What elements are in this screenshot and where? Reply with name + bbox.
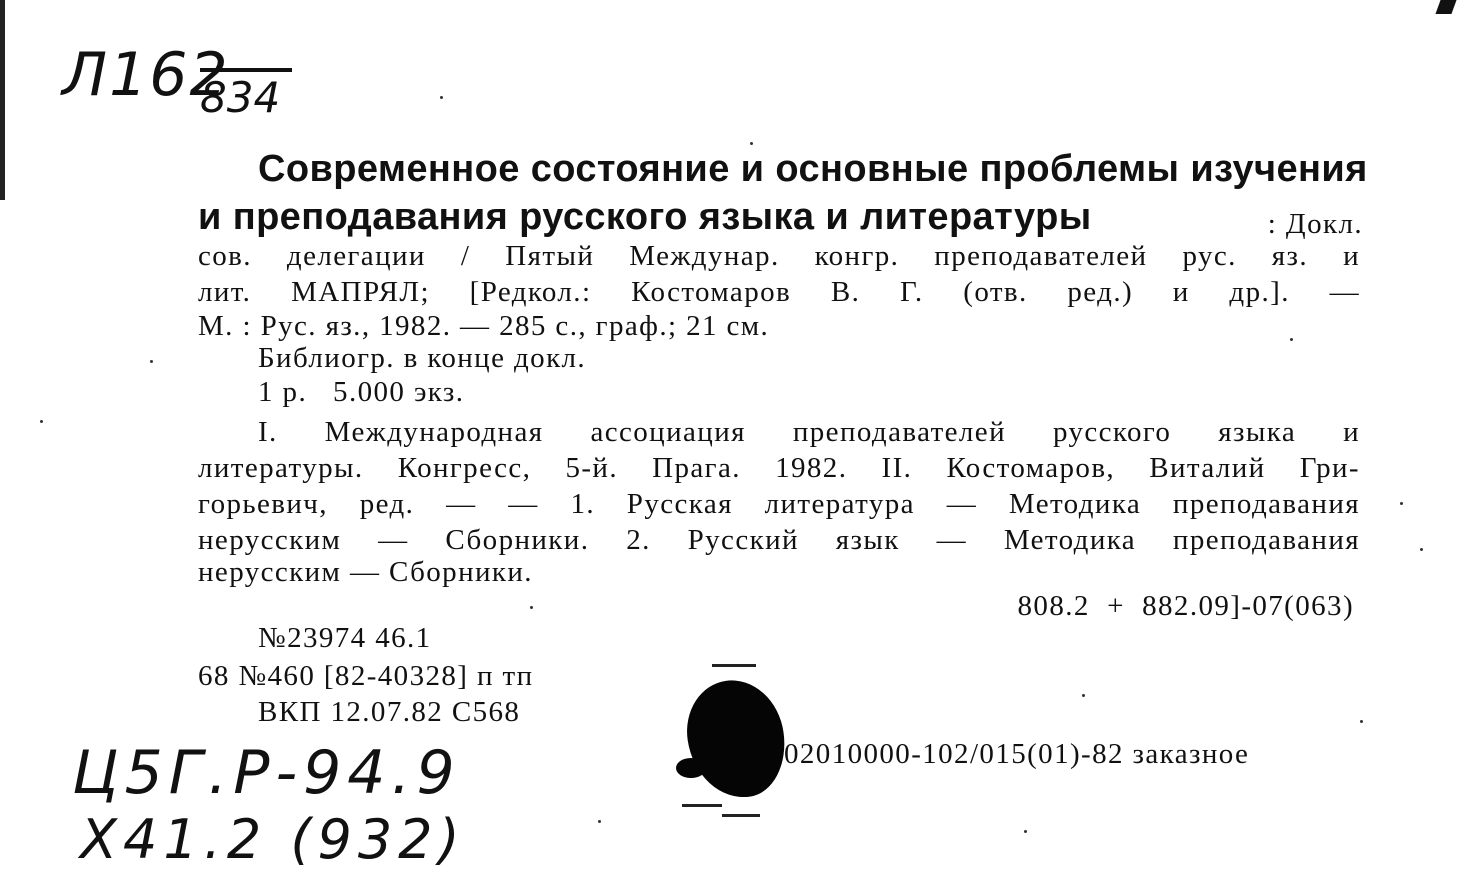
title-line-1: Современное состояние и основные проблемы изучения <box>258 148 1368 190</box>
subject-line-2: литературы. Конгресс, 5-й. Прага. 1982. II. Костомаров, Виталий Гри- <box>198 452 1360 484</box>
title-line-2: и преподавания русского языка и литературы <box>198 196 1092 238</box>
speck <box>750 142 753 145</box>
ink-stroke <box>682 804 722 807</box>
title-tail: : Докл. <box>1267 208 1363 240</box>
price-note: 1 р. 5.000 экз. <box>258 376 465 408</box>
subject-line-4: нерусским — Сборники. 2. Русский язык — Методика преподавания <box>198 524 1360 556</box>
speck <box>1082 694 1085 697</box>
ink-stroke <box>712 664 756 667</box>
description-line-2: лит. МАПРЯЛ; [Редкол.: Костомаров В. Г. (отв. ред.) и др.]. — <box>198 276 1360 308</box>
speck <box>1360 720 1363 723</box>
speck <box>40 420 43 423</box>
speck <box>440 96 443 99</box>
description-line-3: М. : Рус. яз., 1982. — 285 с., граф.; 21 см. <box>198 310 770 342</box>
speck <box>1400 502 1403 505</box>
handwritten-index-2: Х41.2 (932) <box>80 808 466 871</box>
catalog-number: №23974 46.1 <box>258 622 432 654</box>
speck <box>1024 830 1027 833</box>
handwritten-call-number: Л162 <box>62 40 230 110</box>
description-line-1: сов. делегации / Пятый Междунар. конгр. преподавателей рус. яз. и <box>198 240 1360 272</box>
card-edge-mark <box>0 0 5 200</box>
ink-blot-small <box>676 758 706 778</box>
speck <box>1290 338 1293 341</box>
speck <box>530 606 533 609</box>
classification-code: 808.2 + 882.09]-07(063) <box>1017 590 1354 622</box>
ink-stroke <box>722 814 760 817</box>
subject-line-3: горьевич, ред. — — 1. Русская литература — Методика преподавания <box>198 488 1360 520</box>
speck <box>150 360 153 363</box>
corner-mark <box>1435 0 1456 14</box>
subject-line-5: нерусским — Сборники. <box>198 556 533 588</box>
subject-line-1: I. Международная ассоциация преподавателей русского языка и <box>258 416 1360 448</box>
publisher-code: 02010000-102/015(01)-82 заказное <box>784 738 1250 770</box>
order-number: 68 №460 [82-40328] п тп <box>198 660 534 692</box>
handwritten-index-1: Ц5Г.Р-94.9 <box>72 738 461 808</box>
vkp-line: ВКП 12.07.82 С568 <box>258 696 521 728</box>
speck <box>598 820 601 823</box>
handwritten-fraction: 834 <box>200 68 292 124</box>
ink-blot <box>680 674 791 804</box>
speck <box>1420 548 1423 551</box>
bibliography-note: Библиогр. в конце докл. <box>258 342 587 374</box>
